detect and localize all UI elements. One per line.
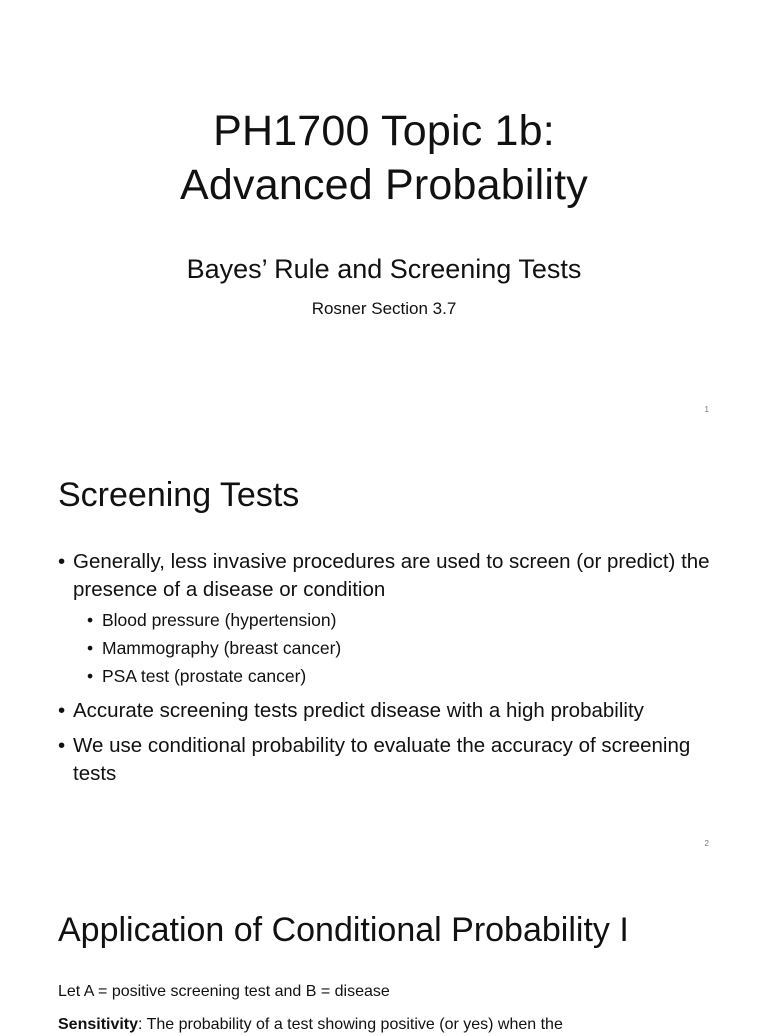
slide-heading: Screening Tests: [58, 476, 300, 514]
bullet-item: [58, 697, 718, 725]
sub-bullet-item: • Mammography (breast cancer): [87, 634, 718, 662]
definition-line: Let A = positive screening test and B = disease: [58, 983, 390, 1000]
reference-text: Rosner Section 3.7: [311, 299, 457, 318]
sensitivity-definition: [58, 1014, 563, 1036]
presentation-title: [0, 104, 768, 212]
title-line-2: Advanced Probability: [180, 161, 588, 209]
sub-bullet-item: • Blood pressure (hypertension): [87, 606, 718, 634]
sub-bullet-item: • PSA test (prostate cancer): [87, 662, 718, 690]
bullet-text: • We use conditional probability to evaluate the accuracy of screening tests: [73, 734, 691, 785]
bullet-list: [58, 548, 718, 795]
page-number: 2: [704, 839, 709, 848]
sensitivity-text: : The probability of a test showing positive (or yes) when the: [138, 1016, 563, 1033]
sub-bullet-list: [73, 606, 718, 690]
slide-heading: Application of Conditional Probability I: [58, 911, 629, 949]
conditional-probability-slide: [0, 864, 768, 1033]
bullet-item: [58, 548, 718, 690]
sensitivity-term: Sensitivity: [58, 1016, 139, 1033]
title-line-1: PH1700 Topic 1b:: [213, 107, 555, 155]
bullet-text: • Generally, less invasive procedures are used to screen (or predict) the presence of a disease or condition: [73, 550, 710, 601]
page-number: 1: [704, 405, 709, 414]
presentation-subtitle: Bayes’ Rule and Screening Tests: [186, 254, 582, 284]
bullet-item: [58, 732, 718, 788]
title-slide: [0, 0, 768, 432]
screening-tests-slide: [0, 432, 768, 864]
bullet-text: • Accurate screening tests predict disease with a high probability: [73, 699, 644, 722]
